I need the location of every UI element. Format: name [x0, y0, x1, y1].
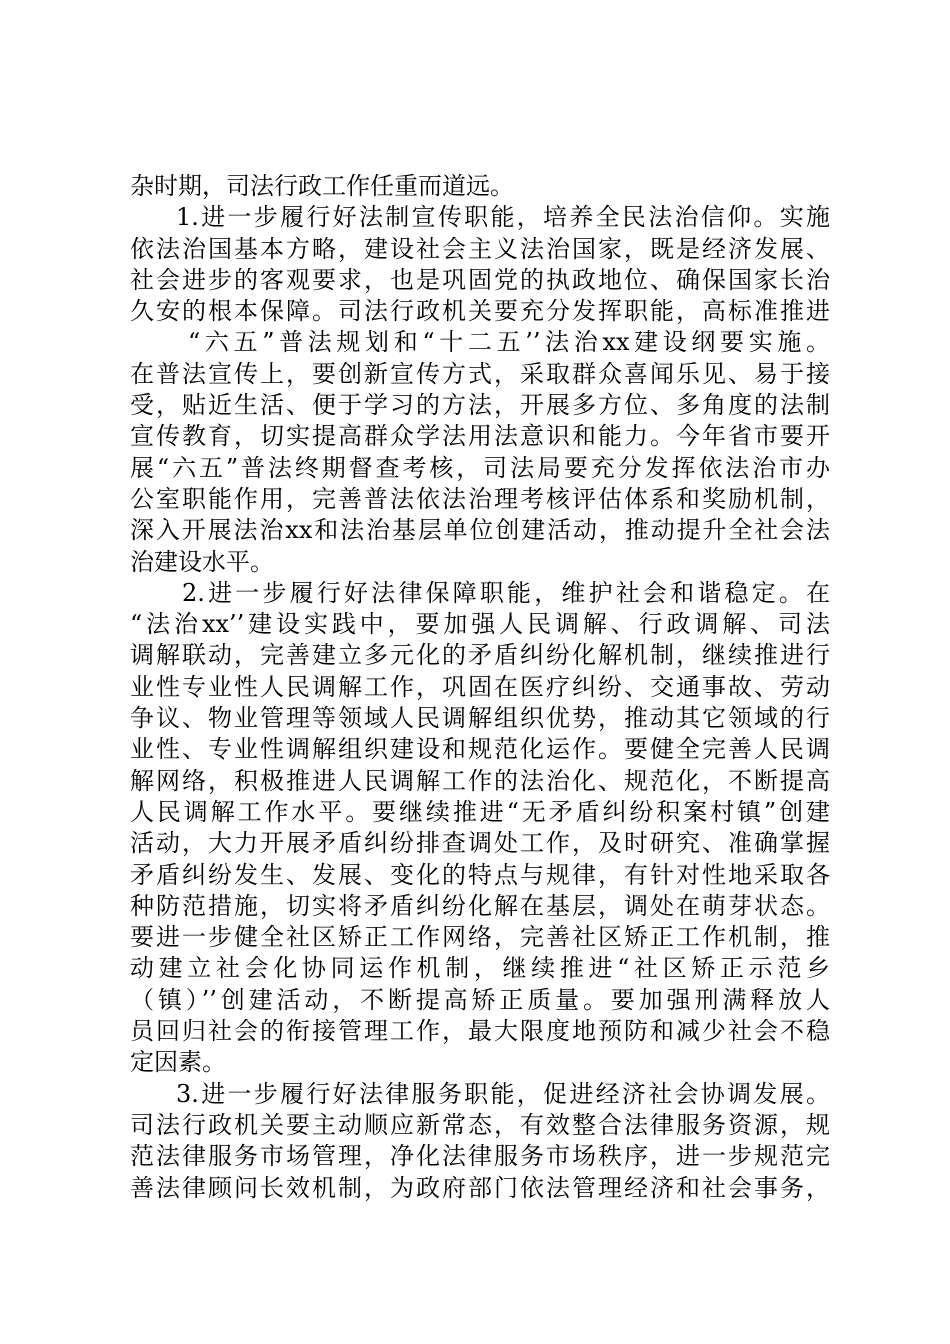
text-line: 受，贴近生活、便于学习的方法，开展多方位、多角度的法制: [130, 391, 830, 420]
text-line: “六五”普法规划和“十二五’’法治xx建设纲要实施。: [188, 328, 830, 357]
text-line: （镇）’’创建活动，不断提高矫正质量。要加强刑满释放人: [130, 985, 830, 1014]
text-line: 治建设水平。: [130, 547, 274, 576]
paragraph-1-heading-line: 1.进一步履行好法制宣传职能，培养全民法治信仰。实施: [176, 203, 830, 232]
text-line: 范法律服务市场管理，净化法律服务市场秩序，进一步规范完: [130, 1142, 830, 1171]
text-line: 动建立社会化协同运作机制，继续推进“社区矫正示范乡: [130, 954, 830, 983]
text-line: 调解联动，完善建立多元化的矛盾纠纷化解机制，继续推进行: [130, 641, 830, 670]
text-line: 杂时期，司法行政工作任重而道远。: [130, 172, 514, 200]
text-line: 公室职能作用，完善普法依法治理考核评估体系和奖励机制，: [130, 484, 830, 513]
text-line: 人民调解工作水平。要继续推进“无矛盾纠纷积案村镇”创建: [130, 797, 830, 826]
text-line: 司法行政机关要主动顺应新常态，有效整合法律服务资源，规: [130, 1110, 830, 1139]
text-line: 种防范措施，切实将矛盾纠纷化解在基层，调处在萌芽状态。: [130, 891, 830, 920]
text-line: 要进一步健全社区矫正工作网络，完善社区矫正工作机制，推: [130, 923, 830, 952]
text-line: 社会进步的客观要求，也是巩固党的执政地位、确保国家长治: [130, 265, 830, 294]
text-line: 业性专业性人民调解工作，巩固在医疗纠纷、交通事故、劳动: [130, 672, 830, 701]
paragraph-2-heading-line: 2.进一步履行好法律保障职能，维护社会和谐稳定。在: [182, 578, 830, 607]
text-line: 争议、物业管理等领域人民调解组织优势，推动其它领域的行: [130, 704, 830, 733]
text-line: 活动，大力开展矛盾纠纷排查调处工作，及时研究、准确掌握: [130, 829, 830, 858]
text-line: 深入开展法治xx和法治基层单位创建活动，推动提升全社会法: [130, 516, 830, 545]
text-line: “法治xx’’建设实践中，要加强人民调解、行政调解、司法: [130, 610, 830, 639]
text-line: 定因素。: [130, 1048, 226, 1077]
text-line: 业性、专业性调解组织建设和规范化运作。要健全完善人民调: [130, 735, 830, 764]
text-line: 矛盾纠纷发生、发展、变化的特点与规律，有针对性地采取各: [130, 860, 830, 889]
text-line: 善法律顾问长效机制，为政府部门依法管理经济和社会事务，: [130, 1173, 830, 1202]
text-line: 展“六五”普法终期督查考核，司法局要充分发挥依法治市办: [130, 453, 830, 482]
text-line: 在普法宣传上，要创新宣传方式，采取群众喜闻乐见、易于接: [130, 359, 830, 388]
text-line: 依法治国基本方略，建设社会主义法治国家，既是经济发展、: [130, 234, 830, 263]
paragraph-3-heading-line: 3.进一步履行好法律服务职能，促进经济社会协调发展。: [176, 1079, 830, 1108]
body-text: [130, 171, 830, 1204]
text-line: 宣传教育，切实提高群众学法用法意识和能力。今年省市要开: [130, 422, 830, 451]
text-line: 解网络，积极推进人民调解工作的法治化、规范化，不断提高: [130, 766, 830, 795]
text-line: 久安的根本保障。司法行政机关要充分发挥职能，高标准推进: [130, 297, 830, 326]
text-line: 员回归社会的衔接管理工作，最大限度地预防和减少社会不稳: [130, 1017, 830, 1046]
